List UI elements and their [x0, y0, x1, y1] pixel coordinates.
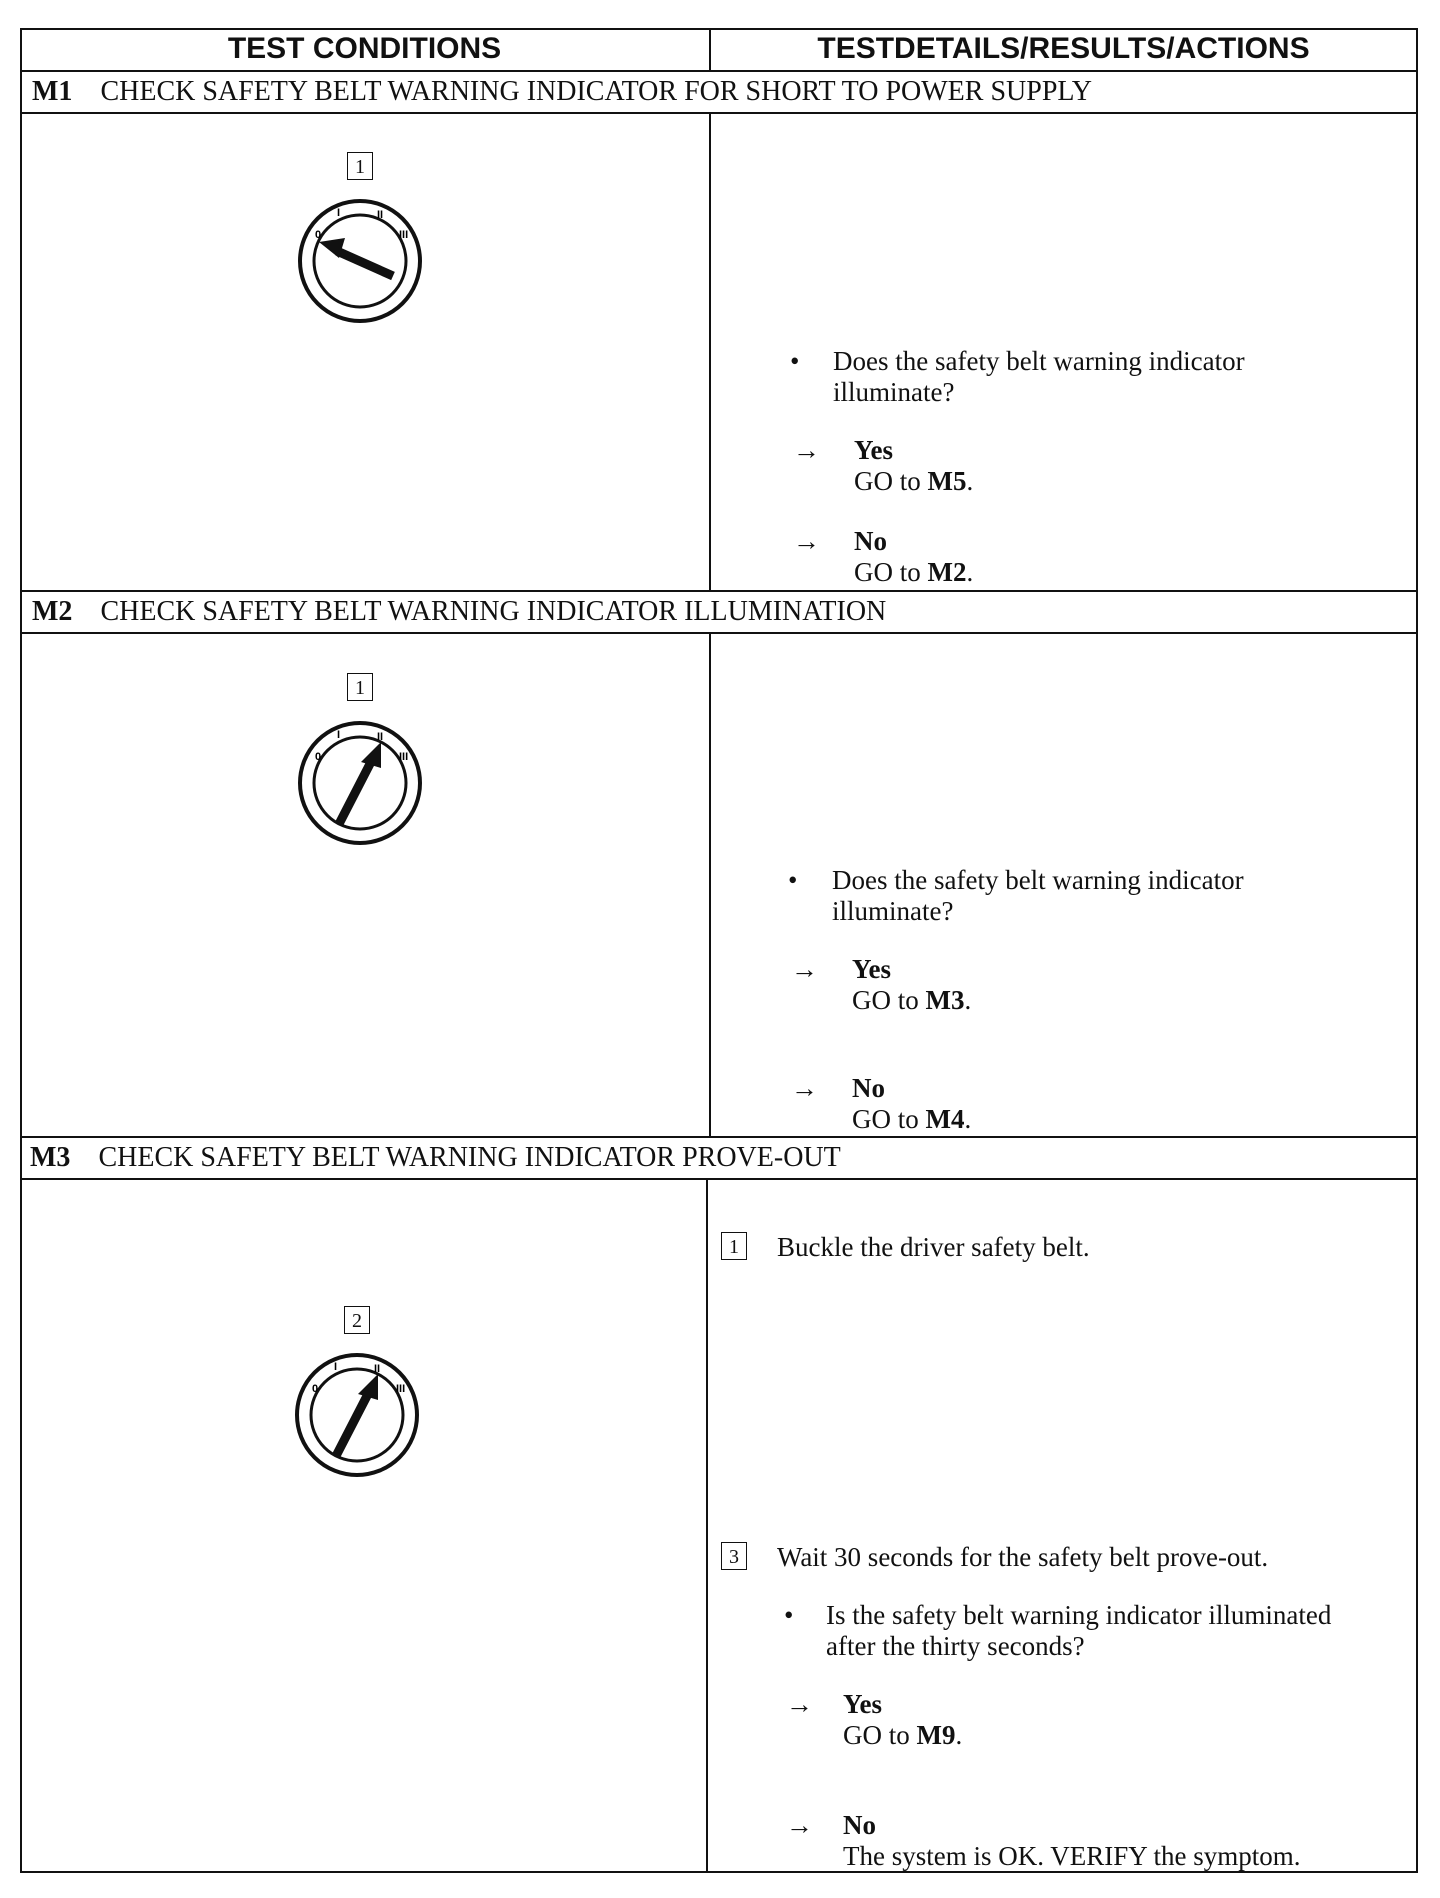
header-test-conditions: TEST CONDITIONS: [227, 32, 502, 65]
m2-yes-action: GO to M3.: [852, 985, 972, 1015]
m1-section-id: M1: [32, 76, 73, 107]
table-border-top: [20, 28, 1418, 30]
ignition-switch-icon: [292, 1350, 422, 1480]
m1-section-title: CHECK SAFETY BELT WARNING INDICATOR FOR SHORT TO POWER SUPPLY: [100, 76, 1092, 107]
svg-text:II: II: [374, 1363, 381, 1375]
m3-question-line2: after the thirty seconds?: [826, 1631, 1085, 1661]
table-border-left: [20, 28, 22, 1873]
m1-column-divider: [709, 112, 711, 590]
m3-step3-text: Wait 30 seconds for the safety belt prove-out.: [777, 1542, 1269, 1572]
m3-step1-text: Buckle the driver safety belt.: [777, 1232, 1090, 1262]
header-test-details: TESTDETAILS/RESULTS/ACTIONS: [817, 32, 1310, 65]
m1-bottom-divider: [20, 590, 1418, 592]
svg-text:II: II: [377, 731, 384, 743]
m2-question-line1: Does the safety belt warning indicator: [832, 865, 1244, 895]
m2-column-divider: [709, 632, 711, 1136]
m1-question-line2: illuminate?: [833, 377, 955, 407]
m3-no-action: The system is OK. VERIFY the symptom.: [843, 1841, 1301, 1871]
m3-step1-number: 1: [721, 1232, 747, 1260]
m2-section-header: [32, 596, 886, 628]
m2-no-arrow: →: [791, 1073, 818, 1103]
svg-text:III: III: [396, 1383, 406, 1395]
m2-step-number: 1: [347, 673, 373, 701]
m2-title-divider: [20, 632, 1418, 634]
m2-section-title: CHECK SAFETY BELT WARNING INDICATOR ILLUMINATION: [100, 596, 887, 627]
m3-question-line1: Is the safety belt warning indicator illuminated: [826, 1600, 1332, 1630]
m1-title-divider: [20, 112, 1418, 114]
m2-question-line2: illuminate?: [832, 896, 954, 926]
m2-section-id: M2: [32, 596, 73, 627]
m1-step-number: 1: [347, 152, 373, 180]
m1-section-header: [32, 76, 1092, 108]
m2-no-label: No: [852, 1073, 885, 1103]
m1-no-arrow: →: [793, 526, 820, 556]
m1-yes-arrow: →: [793, 435, 820, 465]
svg-text:III: III: [399, 229, 409, 241]
svg-text:I: I: [337, 207, 341, 219]
svg-text:I: I: [337, 729, 341, 741]
m3-yes-action: GO to M9.: [843, 1720, 963, 1750]
m3-column-divider: [706, 1178, 708, 1871]
svg-text:I: I: [334, 1361, 338, 1373]
m3-step-number: 2: [344, 1306, 370, 1334]
m3-no-arrow: →: [786, 1810, 813, 1840]
svg-text:0: 0: [312, 1383, 319, 1395]
m2-yes-arrow: →: [791, 954, 818, 984]
m1-yes-label: Yes: [854, 435, 893, 465]
m3-title-divider: [20, 1178, 1418, 1180]
header-divider: [20, 70, 1418, 72]
diagnostic-table: [20, 28, 1418, 1873]
m3-step3-number: 3: [721, 1542, 747, 1570]
m3-section-header: [30, 1142, 841, 1174]
m2-bullet: •: [788, 865, 798, 895]
m1-yes-action: GO to M5.: [854, 466, 974, 496]
m1-question-line1: Does the safety belt warning indicator: [833, 346, 1245, 376]
m3-yes-arrow: →: [786, 1689, 813, 1719]
m3-section-title: CHECK SAFETY BELT WARNING INDICATOR PROVE-OUT: [98, 1142, 841, 1173]
m1-bullet: •: [790, 346, 800, 376]
ignition-switch-icon: [295, 718, 425, 848]
ignition-switch-icon: [295, 196, 425, 326]
svg-text:III: III: [399, 751, 409, 763]
table-border-right: [1416, 28, 1418, 1873]
m3-no-label: No: [843, 1810, 876, 1840]
m1-no-label: No: [854, 526, 887, 556]
m2-no-action: GO to M4.: [852, 1104, 972, 1134]
svg-text:0: 0: [315, 751, 322, 763]
svg-text:II: II: [377, 209, 384, 221]
m3-yes-label: Yes: [843, 1689, 882, 1719]
m2-bottom-divider: [20, 1136, 1418, 1138]
m3-bullet: •: [784, 1600, 794, 1630]
m3-section-id: M3: [30, 1142, 71, 1173]
svg-text:0: 0: [315, 229, 322, 241]
m1-no-action: GO to M2.: [854, 557, 974, 587]
m2-yes-label: Yes: [852, 954, 891, 984]
